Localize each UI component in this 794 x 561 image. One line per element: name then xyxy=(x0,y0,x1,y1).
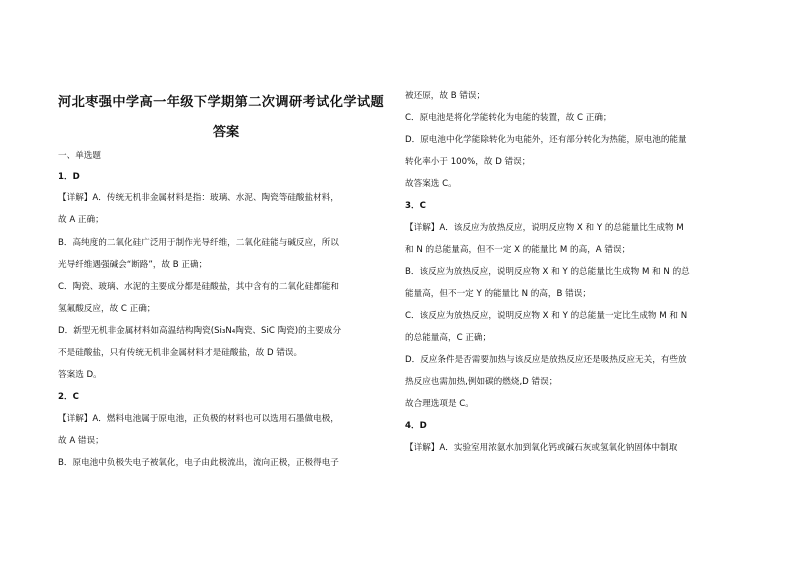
text-line: 故合理选项是 C。 xyxy=(405,399,474,409)
text-line: 不是硅酸盐，只有传统无机非金属材料才是硅酸盐，故 D 错误。 xyxy=(58,348,303,358)
text-line: 热反应也需加热,例如碳的燃烧,D 错误； xyxy=(405,377,558,387)
text-line: C．该反应为放热反应，说明反应物 X 和 Y 的总能量一定比生成物 M 和 N xyxy=(405,311,688,321)
text-line: 光导纤维遇强碱会“断路”，故 B 正确； xyxy=(58,260,208,270)
text-line: 和 N 的总能量高，但不一定 X 的能量比 M 的高，A 错误； xyxy=(405,245,631,255)
text-line: 【详解】A．该反应为放热反应，说明反应物 X 和 Y 的总能量比生成物 M xyxy=(405,223,684,233)
text-line: D．新型无机非金属材料如高温结构陶瓷(Si₃N₄陶瓷、SiC 陶瓷)的主要成分 xyxy=(58,326,342,336)
text-line: 【详解】A．传统无机非金属材料是指：玻璃、水泥、陶瓷等硅酸盐材料， xyxy=(58,193,339,203)
text-line: 【详解】A．燃料电池属于原电池，正负极的材料也可以选用石墨做电极， xyxy=(58,414,339,424)
answer-number: 4．D xyxy=(405,421,427,431)
text-line: B．原电池中负极失电子被氧化，电子由此极流出，流向正极，正极得电子 xyxy=(58,458,339,468)
text-line: 转化率小于 100%，故 D 错误； xyxy=(405,157,531,167)
text-line: B．高纯度的二氧化硅广泛用于制作光导纤维，二氧化硅能与碱反应，所以 xyxy=(58,238,339,248)
text-line: 氢氟酸反应，故 C 正确； xyxy=(58,304,156,314)
document-title: 河北枣强中学高一年级下学期第二次调研考试化学试题 xyxy=(58,95,385,110)
answer-number: 1．D xyxy=(58,172,80,182)
text-line: 故 A 错误； xyxy=(58,436,104,446)
text-line: 的总能量高，C 正确； xyxy=(405,333,492,343)
answer-number: 2．C xyxy=(58,392,79,402)
text-line: 能量高，但不一定 Y 的能量比 N 的高，B 错误； xyxy=(405,289,591,299)
text-line: D．反应条件是否需要加热与该反应是放热反应还是吸热反应无关，有些放 xyxy=(405,355,687,365)
text-line: 被还原，故 B 错误； xyxy=(405,91,486,101)
text-line: 故答案选 C。 xyxy=(405,179,457,189)
text-line: C．原电池是将化学能转化为电能的装置，故 C 正确； xyxy=(405,113,612,123)
text-line: C．陶瓷、玻璃、水泥的主要成分都是硅酸盐，其中含有的二氧化硅都能和 xyxy=(58,282,340,292)
text-line: 故 A 正确； xyxy=(58,215,104,225)
answer-number: 3．C xyxy=(405,201,426,211)
document-title-continued: 答案 xyxy=(212,125,240,140)
text-line: D．原电池中化学能除转化为电能外，还有部分转化为热能，原电池的能量 xyxy=(405,135,687,145)
text-line: 【详解】A．实验室用浓氨水加到氧化钙或碱石灰或氢氧化钠固体中制取 xyxy=(405,443,678,453)
text-line: 答案选 D。 xyxy=(58,370,102,380)
text-line: B．该反应为放热反应，说明反应物 X 和 Y 的总能量比生成物 M 和 N 的总 xyxy=(405,267,690,277)
section-heading: 一、单选题 xyxy=(58,151,101,161)
